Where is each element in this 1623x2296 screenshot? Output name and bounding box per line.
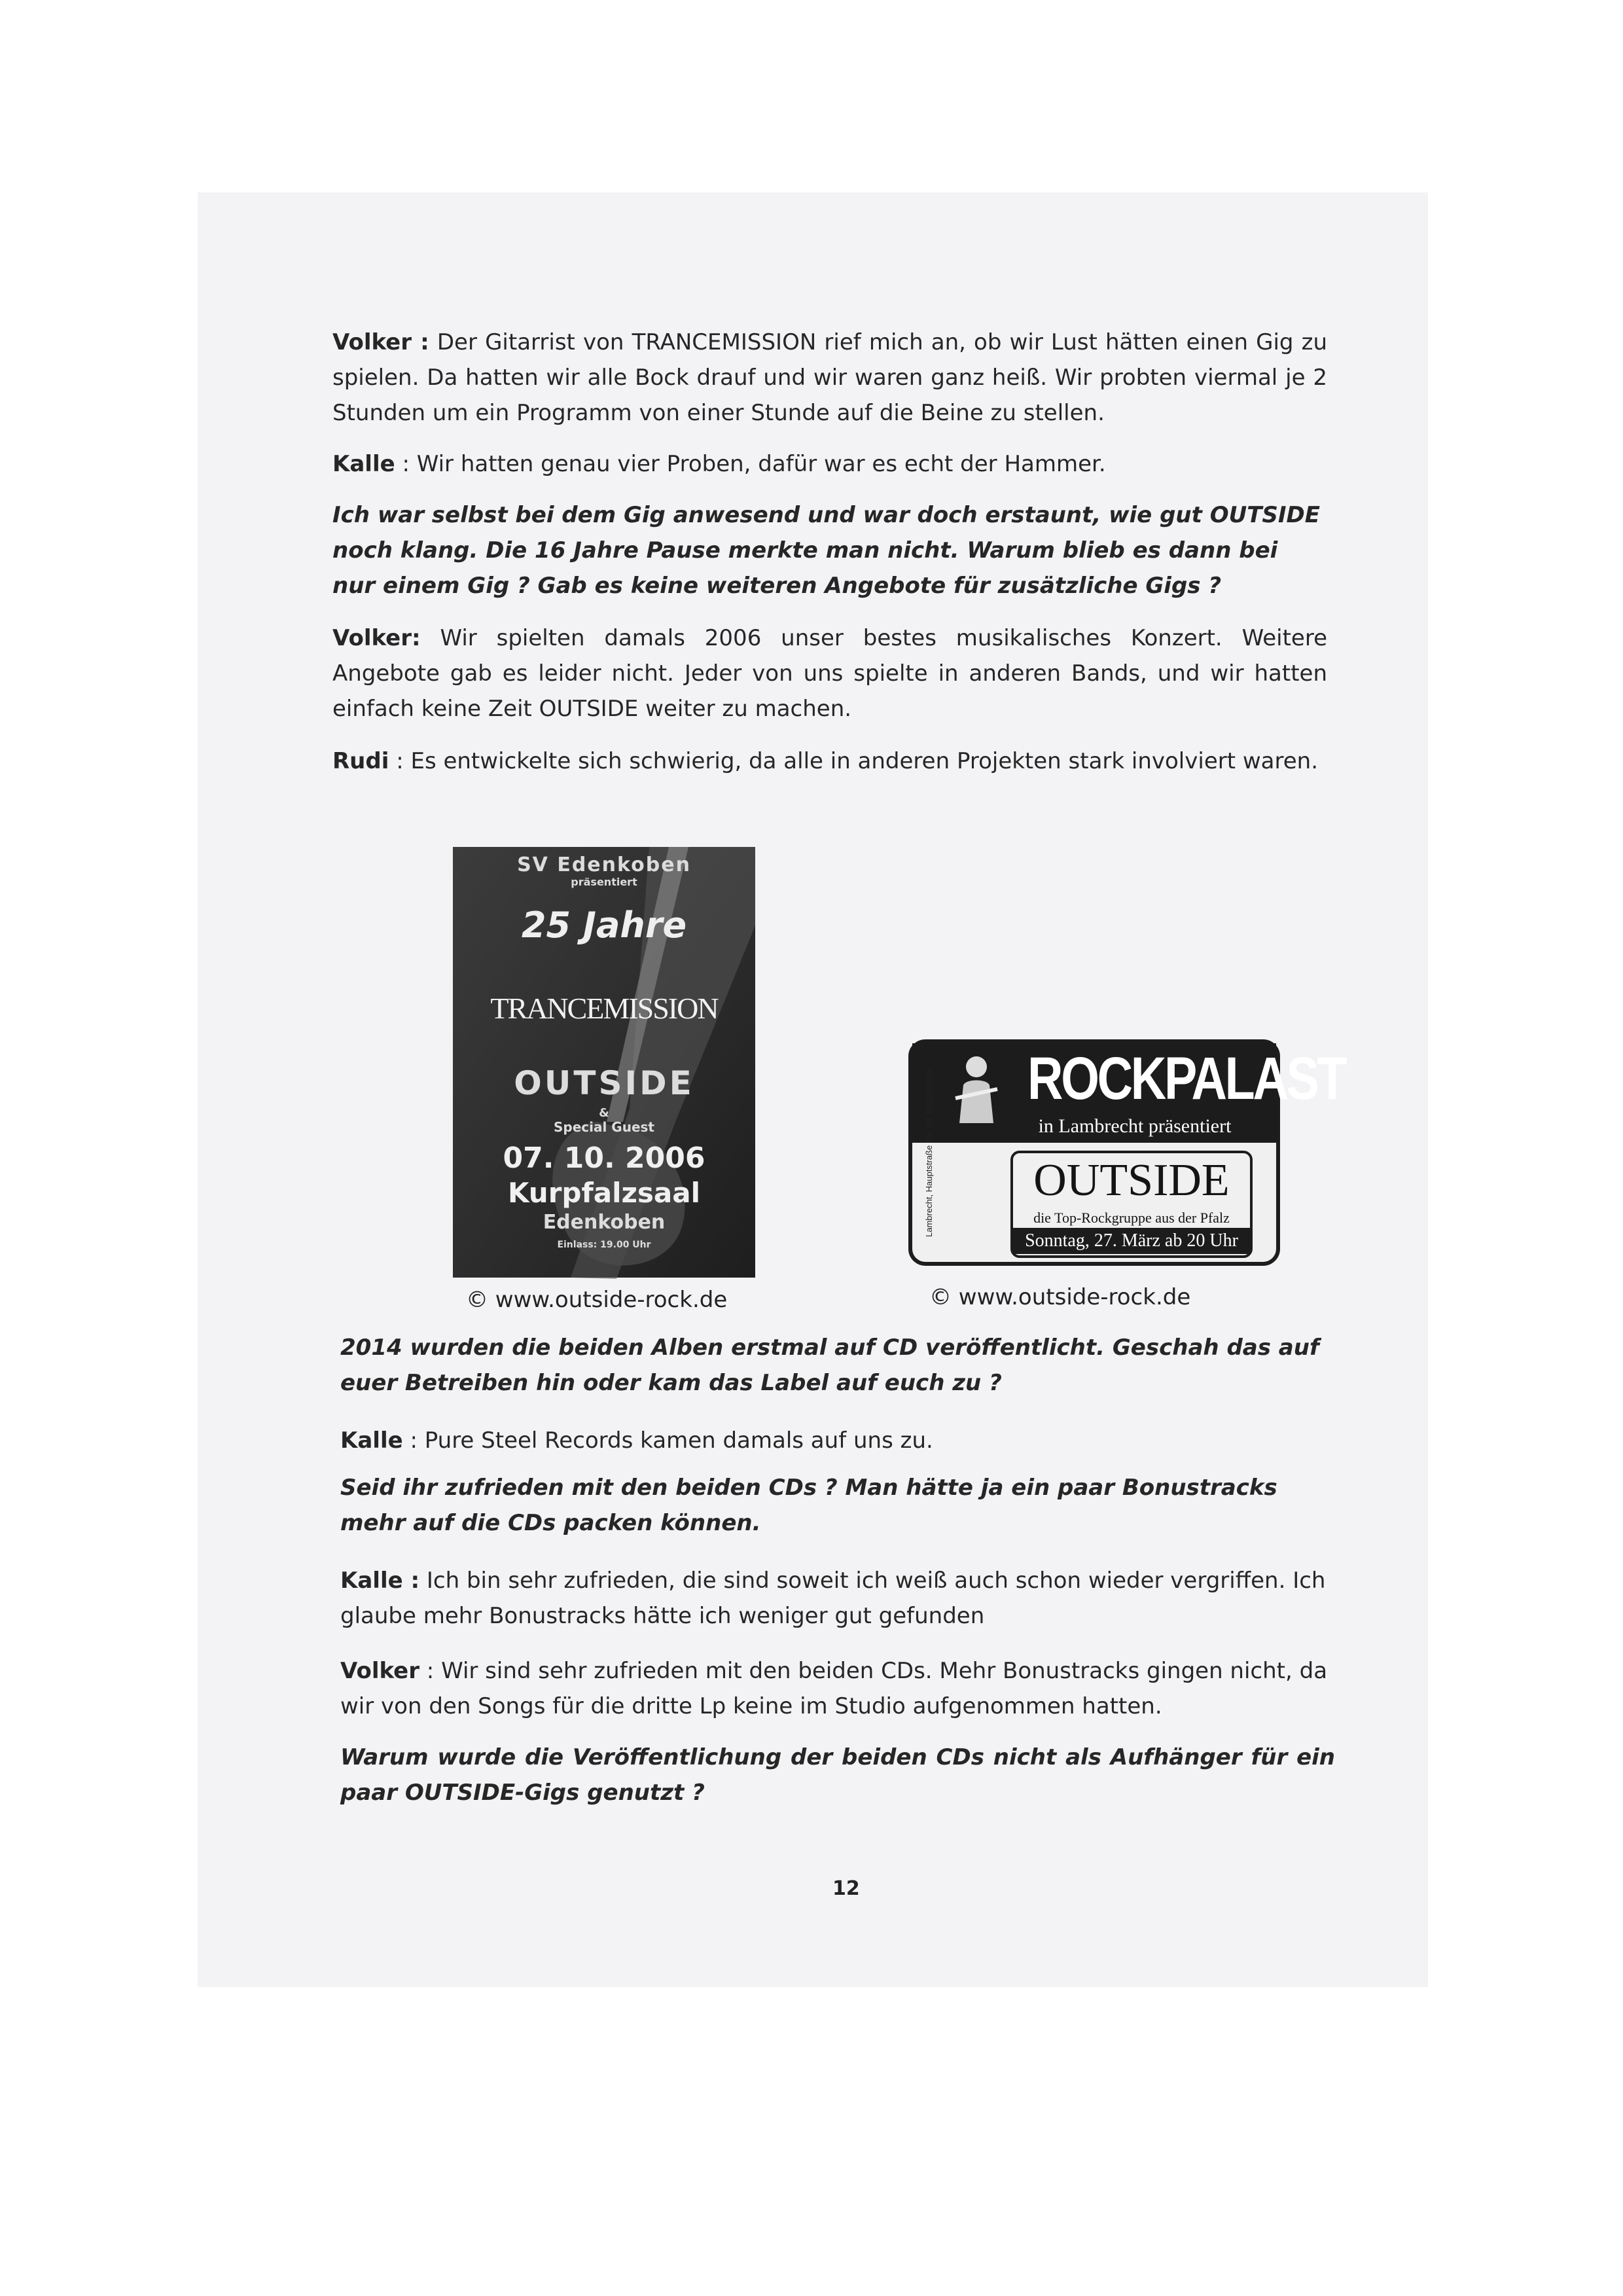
ad-tagline: die Top-Rockgruppe aus der Pfalz — [1033, 1210, 1230, 1226]
answer-text: Ich bin sehr zufrieden, die sind soweit ich weiß auch schon wieder vergriffen. Ich glaube mehr Bonustracks hätte ich weniger gut gefunden — [340, 1568, 1326, 1629]
poster-presenter: SV Edenkoben — [517, 853, 691, 876]
answer-text: : Wir sind sehr zufrieden mit den beiden CDs. Mehr Bonustracks gingen nicht, da wir von den Songs für die dritte Lp keine im Studio aufgenommen hatten. — [340, 1658, 1328, 1719]
answer-text: Wir spielten damals 2006 unser bestes musikalisches Konzert. Weitere Angebote gab es leider nicht. Jeder von uns spielte in anderen Bands, und wir hatten einfach keine Zeit OUTSIDE weiter zu machen. — [332, 625, 1327, 722]
page-number: 12 — [832, 1877, 860, 1900]
poster-admission: Einlass: 19.00 Uhr — [557, 1240, 651, 1250]
poster-venue: Kurpfalzsaal — [507, 1177, 701, 1209]
speaker-label: Volker : — [332, 329, 429, 355]
ad-band-box — [1010, 1151, 1253, 1258]
speaker-label: Volker — [340, 1658, 419, 1684]
paragraph-4 — [332, 620, 1327, 726]
poster-date: 07. 10. 2006 — [503, 1141, 705, 1175]
speaker-label: Kalle — [340, 1427, 403, 1454]
answer-text: : Es entwickelte sich schwierig, da alle in anderen Projekten stark involviert waren. — [389, 748, 1319, 774]
ad-subtitle: in Lambrecht präsentiert — [1038, 1115, 1232, 1137]
concert-poster-image — [453, 847, 755, 1278]
question-1: Ich war selbst bei dem Gig anwesend und war doch erstaunt, wie gut OUTSIDE noch klang. Die 16 Jahre Pause merkte man nicht. Warum blieb es dann bei nur einem Gig ? Gab es keine weiteren Angebote für zusätzliche Gigs ? — [332, 502, 1320, 599]
poster-special-guest: Special Guest — [554, 1119, 654, 1135]
speaker-label: Volker: — [332, 625, 421, 651]
answer-text: : Pure Steel Records kamen damals auf uns zu. — [402, 1427, 933, 1454]
poster-caption: © www.outside-rock.de — [466, 1287, 728, 1313]
answer-text: Der Gitarrist von TRANCEMISSION rief mich an, ob wir Lust hätten einen Gig zu spielen. Da hatten wir alle Bock drauf und wir waren ganz heiß. Wir probten viermal je 2 Stunden um ein Programm von einer Stunde auf die Beine zu stellen. — [332, 329, 1327, 426]
question-3: Seid ihr zufrieden mit den beiden CDs ? Man hätte ja ein paar Bonustracks mehr auf die CDs packen können. — [340, 1475, 1277, 1536]
paragraph-10 — [340, 1653, 1335, 1724]
question-2: 2014 wurden die beiden Alben erstmal auf CD veröffentlicht. Geschah das auf euer Betreiben hin oder kam das Label auf euch zu ? — [340, 1335, 1319, 1396]
poster-presents: präsentiert — [571, 876, 637, 888]
poster-headliner: TRANCEMISSION — [490, 992, 718, 1025]
speaker-label: Kalle — [332, 451, 395, 477]
paragraph-2 — [332, 446, 1327, 482]
ad-title: ROCKPALAST — [1027, 1045, 1346, 1112]
paragraph-7 — [340, 1423, 1335, 1458]
paragraph-9 — [340, 1563, 1335, 1634]
rocker-icon — [950, 1052, 1003, 1124]
rockpalast-ad-image — [908, 1039, 1346, 1266]
ad-side-address: Lambrecht, Hauptstraße 53, Tel. 06325/8765 — [924, 1068, 934, 1237]
ad-band-name: OUTSIDE — [1033, 1155, 1230, 1206]
poster-anniversary: 25 Jahre — [521, 905, 687, 946]
poster-guest-band: OUTSIDE — [514, 1064, 694, 1102]
paragraph-5 — [332, 744, 1327, 779]
speaker-label: Rudi — [332, 748, 389, 774]
answer-text: : Wir hatten genau vier Proben, dafür war es echt der Hammer. — [395, 451, 1106, 477]
ad-date: Sonntag, 27. März ab 20 Uhr — [1013, 1228, 1250, 1254]
ad-caption: © www.outside-rock.de — [929, 1284, 1191, 1310]
question-4: Warum wurde die Veröffentlichung der beiden CDs nicht als Aufhänger für ein paar OUTSIDE-Gigs genutzt ? — [340, 1744, 1335, 1806]
paragraph-1 — [332, 325, 1327, 431]
poster-town: Edenkoben — [543, 1211, 666, 1234]
speaker-label: Kalle : — [340, 1568, 420, 1594]
poster-ampersand: & — [599, 1106, 609, 1120]
